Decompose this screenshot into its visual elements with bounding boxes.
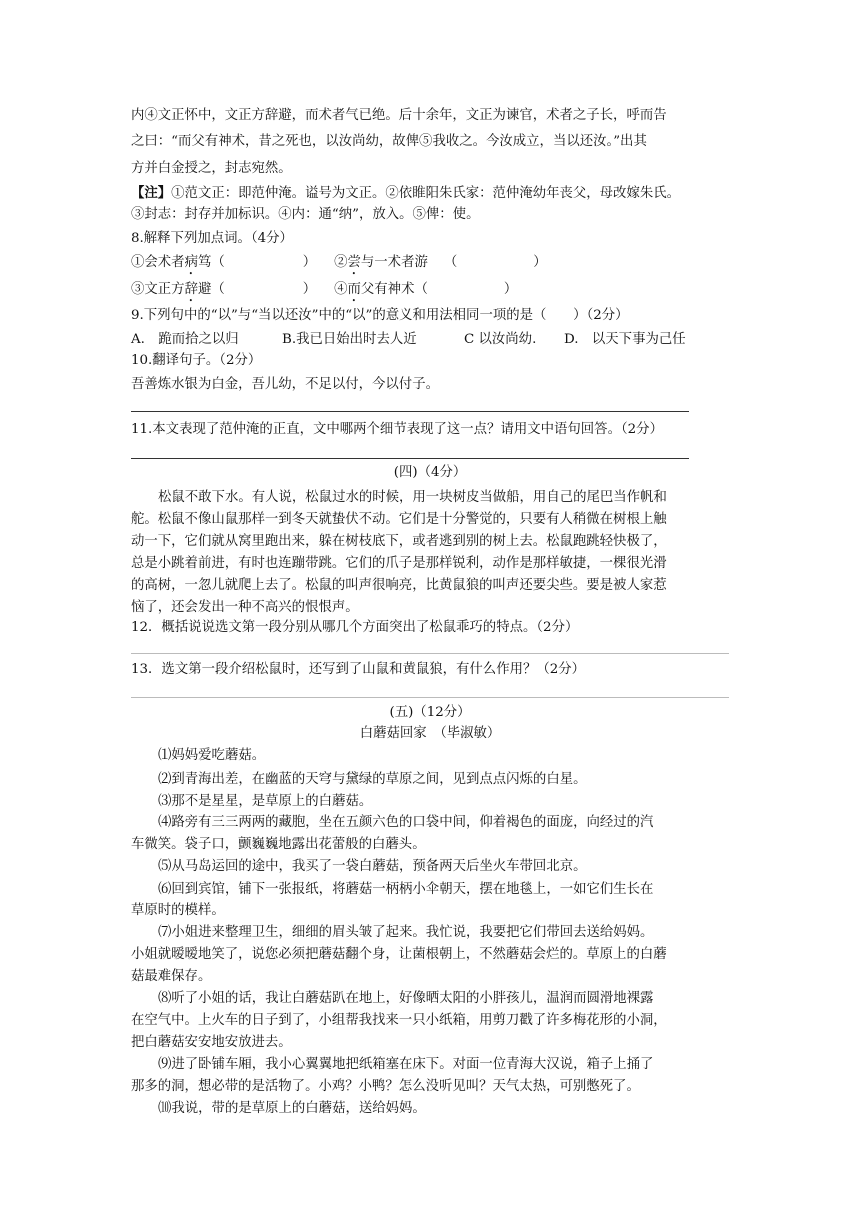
answer-line — [131, 458, 689, 459]
paragraph-4: ⑷路旁有三三两两的藏胞，坐在五颜六色的口袋中间，仰着褐色的面庞，向经过的汽 — [158, 815, 654, 830]
passage-line: 松鼠不敢下水。有人说，松鼠过水的时候，用一块树皮当做船，用自己的尾巴当作帆和 — [158, 490, 667, 505]
item-a-close: ） — [302, 255, 317, 270]
passage-line: 之曰：“而父有神术，昔之死也，以汝尚幼，故俾⑤我收之。今汝成立，当以还汝。”出其 — [131, 134, 647, 149]
item-a-suffix: 笃（ — [197, 255, 225, 270]
passage-line: 方并白金授之，封志宛然。 — [131, 161, 292, 176]
paragraph-3: ⑶那不是星星，是草原上的白蘑菇。 — [158, 794, 373, 809]
item-a-prefix: ①会术者 — [131, 255, 185, 270]
question-10-sentence: 吾善炼水银为白金，吾儿幼，不足以付，今以付子。 — [131, 377, 439, 392]
annotation-line: ③封志：封存并加标识。④内：通“纳”，放入。⑤俾：使。 — [131, 207, 480, 222]
question-12-stem: 12．概括说说选文第一段分别从哪几个方面突出了松鼠乖巧的特点。（2分） — [131, 620, 579, 635]
item-d-suffix: 父有神术（ — [360, 282, 428, 297]
paragraph-8: ⑻听了小姐的话，我让白蘑菇趴在地上，好像晒太阳的小胖孩儿，温润而圆滑地裸露 — [158, 991, 654, 1006]
paragraph-5: ⑸从马岛运回的途中，我买了一袋白蘑菇，预备两天后坐火车带回北京。 — [158, 859, 587, 874]
section-5-heading: (五)（12分） — [389, 705, 471, 720]
passage-line: 的高树，一忽儿就爬上去了。松鼠的叫声很响亮，比黄鼠狼的叫声还要尖些。要是被人家惹 — [131, 578, 667, 593]
question-8-stem: 8.解释下列加点词。（4分） — [131, 231, 293, 246]
paragraph-8-cont: 把白蘑菇安安地安放进去。 — [131, 1035, 292, 1050]
question-13-stem: 13．选文第一段介绍松鼠时，还写到了山鼠和黄鼠狼，有什么作用？（2分） — [131, 662, 586, 677]
question-9-option-d: D. 以天下事为己任 — [564, 332, 686, 347]
paragraph-7: ⑺小姐进来整理卫生，细细的眉头皱了起来。我忙说，我要把它们带回去送给妈妈。 — [158, 925, 654, 940]
paragraph-10: ⑽我说，带的是草原上的白蘑菇，送给妈妈。 — [158, 1101, 426, 1116]
question-9-option-c: C 以汝尚幼. — [464, 332, 537, 347]
dotted-word: 尝 — [347, 255, 361, 270]
item-d-close: ） — [503, 282, 518, 297]
passage-line: 舵。松鼠不像山鼠那样一到冬天就蛰伏不动。它们是十分警觉的，只要有人稍微在树根上触 — [131, 512, 667, 527]
note-label: 【注】 — [131, 185, 172, 201]
paragraph-7-cont: 小姐就暧暧地笑了，说您必须把蘑菇翻个身，让菌根朝上，不然蘑菇会烂的。草原上的白蘑 — [131, 947, 667, 962]
question-9-option-a: A. 跪而拾之以归 — [131, 332, 239, 347]
section-4-heading: (四)（4分） — [393, 465, 467, 480]
dotted-word: 病 — [184, 255, 198, 270]
note-text: ①范文正：即范仲淹。谥号为文正。②依睢阳朱氏家：范仲淹幼年丧父，母改嫁朱氏。 — [171, 186, 681, 201]
item-c-close: ） — [302, 282, 317, 297]
paragraph-6: ⑹回到宾馆，铺下一张报纸，将蘑菇一柄柄小伞朝天，摆在地毯上，一如它们生长在 — [158, 882, 654, 897]
passage-line: 恼了，还会发出一种不高兴的恨恨声。 — [131, 600, 359, 615]
paragraph-2: ⑵到青海出差，在幽蓝的天穹与黛绿的草原之间，见到点点闪烁的白星。 — [158, 772, 587, 787]
passage-line: 动一下，它们就从窝里跑出来，躲在树枝底下，或者逃到别的树上去。松鼠跑跳轻快极了， — [131, 534, 667, 549]
paragraph-9: ⑼进了卧铺车厢，我小心翼翼地把纸箱塞在床下。对面一位青海大汉说，箱子上捅了 — [158, 1057, 654, 1072]
article-title: 白蘑菇回家 （毕淑敏） — [359, 726, 501, 741]
answer-line — [131, 653, 729, 654]
passage-line: 内④文正怀中，文正方辞避，而术者气已绝。后十余年，文正为谏官，术者之子长，呼而告 — [131, 108, 667, 123]
answer-line — [131, 411, 689, 412]
question-10-stem: 10.翻译句子。（2分） — [131, 353, 262, 368]
item-b-close: ） — [533, 255, 547, 270]
question-8-row-2 — [131, 280, 517, 305]
dotted-word: 辞 — [184, 282, 198, 297]
answer-line — [131, 697, 729, 698]
item-c-prefix: ③文正方 — [131, 282, 185, 297]
item-b-suffix: 与一术者游 — [360, 255, 428, 270]
item-d-prefix: ④ — [334, 282, 348, 297]
item-b-prefix: ② — [334, 255, 348, 270]
annotation-line — [131, 183, 680, 204]
question-9-option-b: B.我已日始出时去人近 — [282, 332, 417, 347]
paragraph-9-cont: 那多的洞，想必带的是活物了。小鸡？小鸭？怎么没听见叫？天气太热，可别憋死了。 — [131, 1079, 640, 1094]
item-b-open: （ — [443, 255, 458, 270]
question-11-stem: 11.本文表现了范仲淹的正直，文中哪两个细节表现了这一点？请用文中语句回答。（2分） — [131, 422, 663, 437]
dotted-word: 而 — [347, 282, 361, 297]
paragraph-6-cont: 草原时的模样。 — [131, 903, 225, 918]
item-c-suffix: 避（ — [197, 282, 225, 297]
passage-line: 总是小跳着前进，有时也连蹦带跳。它们的爪子是那样锐利，动作是那样敏捷，一棵很光滑 — [131, 556, 667, 571]
question-8-row-1 — [131, 253, 547, 278]
question-9-stem: 9.下列句中的“以”与“当以还汝”中的“以”的意义和用法相同一项的是（ ）（2分） — [131, 308, 629, 323]
paragraph-8-cont: 在空气中。上火车的日子到了，小组帮我找来一只小纸箱，用剪刀戳了许多梅花形的小洞， — [131, 1013, 667, 1028]
paragraph-1: ⑴妈妈爱吃蘑菇。 — [158, 748, 266, 763]
paragraph-7-cont: 菇最难保存。 — [131, 969, 212, 984]
paragraph-4-cont: 车微笑。袋子口，颤巍巍地露出花蕾般的白蘑头。 — [131, 837, 426, 852]
